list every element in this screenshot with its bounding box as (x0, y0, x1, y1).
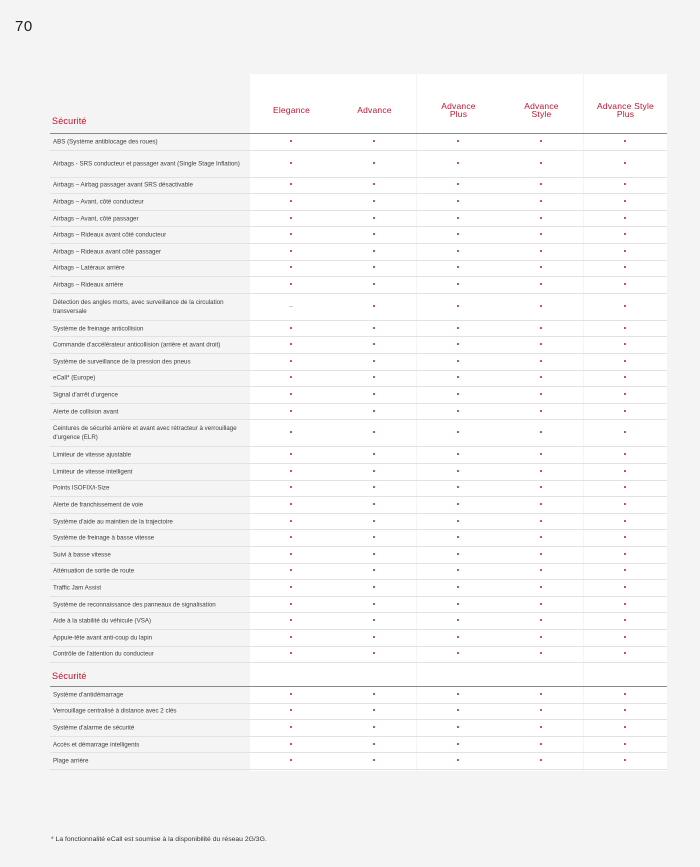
standard-dot: • (372, 650, 376, 658)
standard-dot: • (539, 248, 543, 256)
standard-dot: • (623, 138, 627, 146)
standard-dot: • (372, 281, 376, 289)
standard-dot: • (372, 484, 376, 492)
standard-dot: • (539, 138, 543, 146)
standard-dot: • (372, 691, 376, 699)
standard-dot: • (539, 584, 543, 592)
feature-label: Limiteur de vitesse ajustable (53, 451, 132, 459)
table-row (50, 294, 667, 321)
standard-dot: • (372, 248, 376, 256)
feature-label: Atténuation de sortie de route (53, 567, 135, 575)
table-row (50, 194, 667, 211)
standard-dot: • (372, 551, 376, 559)
feature-label: Suivi à basse vitesse (53, 551, 111, 559)
standard-dot: • (456, 451, 460, 459)
table-row (50, 647, 667, 664)
standard-dot: • (623, 358, 627, 366)
standard-dot: • (456, 215, 460, 223)
standard-dot: • (456, 374, 460, 382)
feature-label: Système d'alarme de sécurité (53, 724, 135, 732)
standard-dot: • (623, 757, 627, 765)
standard-dot: • (623, 264, 627, 272)
standard-dot: • (623, 484, 627, 492)
standard-dot: • (623, 281, 627, 289)
standard-dot: • (289, 181, 293, 189)
feature-label: Aide à la stabilité du véhicule (VSA) (53, 617, 152, 625)
standard-dot: • (456, 248, 460, 256)
table-row (50, 178, 667, 195)
standard-dot: • (289, 374, 293, 382)
standard-dot: • (289, 617, 293, 625)
standard-dot: • (289, 584, 293, 592)
standard-dot: • (289, 138, 293, 146)
standard-dot: • (372, 325, 376, 333)
standard-dot: • (456, 634, 460, 642)
standard-dot: • (289, 281, 293, 289)
standard-dot: • (289, 341, 293, 349)
feature-label: ABS (Système antiblocage des roues) (53, 138, 158, 146)
feature-label: Système de reconnaissance des panneaux de signalisation (53, 601, 216, 609)
feature-label: Ceintures de sécurité arrière et avant avec rétracteur à verrouillage d'urgence (ELR) (53, 425, 237, 442)
standard-dot: • (623, 707, 627, 715)
table-row (50, 704, 667, 721)
table-row (50, 720, 667, 737)
feature-label: Détection des angles morts, avec surveillance de la circulation transversale (53, 298, 224, 315)
standard-dot: • (456, 650, 460, 658)
standard-dot: • (372, 518, 376, 526)
standard-dot: • (623, 691, 627, 699)
standard-dot: • (372, 408, 376, 416)
standard-dot: • (289, 650, 293, 658)
standard-dot: • (623, 374, 627, 382)
table-row (50, 580, 667, 597)
standard-dot: • (539, 358, 543, 366)
standard-dot: • (623, 198, 627, 206)
standard-dot: • (456, 160, 460, 168)
standard-dot: • (372, 451, 376, 459)
table-row (50, 134, 667, 151)
standard-dot: • (623, 567, 627, 575)
table-row (50, 737, 667, 754)
standard-dot: • (456, 325, 460, 333)
standard-dot: • (539, 484, 543, 492)
feature-label: Airbags – Avant, côté conducteur (53, 198, 144, 206)
feature-label: Système de freinage à basse vitesse (53, 534, 155, 542)
standard-dot: • (456, 534, 460, 542)
standard-dot: • (456, 198, 460, 206)
feature-label: Limiteur de vitesse intelligent (53, 468, 133, 476)
table-row (50, 514, 667, 531)
standard-dot: • (539, 215, 543, 223)
standard-dot: • (623, 551, 627, 559)
standard-dot: • (539, 160, 543, 168)
standard-dot: • (623, 741, 627, 749)
feature-label: Système de surveillance de la pression des pneus (53, 358, 191, 366)
standard-dot: • (289, 757, 293, 765)
standard-dot: • (623, 617, 627, 625)
table-row (50, 597, 667, 614)
section-title: Sécurité (52, 116, 87, 126)
table-row (50, 337, 667, 354)
standard-dot: • (539, 691, 543, 699)
standard-dot: • (623, 248, 627, 256)
column-header: Elegance (272, 105, 311, 115)
feature-label: Airbags – Airbag passager avant SRS désactivable (53, 181, 193, 189)
standard-dot: • (372, 264, 376, 272)
standard-dot: • (623, 341, 627, 349)
standard-dot: • (539, 374, 543, 382)
feature-label: Système de freinage anticollision (53, 325, 144, 333)
feature-label: Contrôle de l'attention du conducteur (53, 650, 154, 658)
standard-dot: • (372, 341, 376, 349)
standard-dot: • (456, 584, 460, 592)
standard-dot: • (372, 617, 376, 625)
table-row (50, 420, 667, 447)
standard-dot: • (539, 617, 543, 625)
standard-dot: • (289, 248, 293, 256)
feature-label: Système d'aide au maintien de la trajectoire (53, 518, 173, 526)
standard-dot: • (372, 634, 376, 642)
feature-label: Commande d'accélérateur anticollision (arrière et avant droit) (53, 341, 221, 349)
table-row (50, 371, 667, 388)
standard-dot: • (539, 518, 543, 526)
standard-dot: • (539, 429, 543, 437)
standard-dot: • (539, 534, 543, 542)
standard-dot: • (289, 198, 293, 206)
standard-dot: • (539, 551, 543, 559)
standard-dot: • (372, 707, 376, 715)
standard-dot: • (289, 501, 293, 509)
feature-label: Points ISOFIX/i-Size (53, 484, 110, 492)
standard-dot: • (456, 501, 460, 509)
standard-dot: • (539, 650, 543, 658)
feature-label: Accès et démarrage intelligents (53, 741, 140, 749)
standard-dot: • (289, 358, 293, 366)
table-row (50, 564, 667, 581)
standard-dot: • (289, 468, 293, 476)
table-row (50, 151, 667, 178)
feature-label: Plage arrière (53, 757, 89, 765)
standard-dot: • (372, 501, 376, 509)
standard-dot: • (623, 724, 627, 732)
page-number: 70 (15, 18, 33, 35)
feature-label: Airbags – Rideaux avant côté conducteur (53, 231, 167, 239)
standard-dot: • (539, 391, 543, 399)
standard-dot: • (372, 374, 376, 382)
standard-dot: • (623, 160, 627, 168)
feature-label: Airbags – Rideaux avant côté passager (53, 248, 162, 256)
standard-dot: • (539, 757, 543, 765)
footnote: * La fonctionnalité eCall est soumise à la disponibilité du réseau 2G/3G. (51, 836, 267, 843)
standard-dot: • (623, 501, 627, 509)
standard-dot: • (289, 429, 293, 437)
table-row (50, 244, 667, 261)
table-row (50, 464, 667, 481)
table-row (50, 497, 667, 514)
standard-dot: • (372, 160, 376, 168)
standard-dot: • (539, 567, 543, 575)
not-available-dash: – (289, 303, 293, 311)
standard-dot: • (539, 231, 543, 239)
standard-dot: • (539, 724, 543, 732)
standard-dot: • (539, 601, 543, 609)
standard-dot: • (623, 215, 627, 223)
standard-dot: • (456, 518, 460, 526)
standard-dot: • (456, 181, 460, 189)
standard-dot: • (289, 391, 293, 399)
standard-dot: • (289, 264, 293, 272)
standard-dot: • (623, 429, 627, 437)
standard-dot: • (539, 451, 543, 459)
table-row (50, 277, 667, 294)
standard-dot: • (289, 160, 293, 168)
feature-label: Airbags – Rideaux arrière (53, 281, 124, 289)
standard-dot: • (372, 429, 376, 437)
standard-dot: • (456, 264, 460, 272)
standard-dot: • (456, 341, 460, 349)
standard-dot: • (623, 650, 627, 658)
standard-dot: • (372, 303, 376, 311)
standard-dot: • (456, 408, 460, 416)
standard-dot: • (289, 567, 293, 575)
standard-dot: • (539, 281, 543, 289)
standard-dot: • (372, 601, 376, 609)
standard-dot: • (289, 741, 293, 749)
feature-label: Alerte de franchissement de voie (53, 501, 144, 509)
column-header: Advance Plus (441, 101, 476, 119)
standard-dot: • (456, 484, 460, 492)
standard-dot: • (372, 584, 376, 592)
table-row (50, 447, 667, 464)
table-row (50, 227, 667, 244)
standard-dot: • (539, 634, 543, 642)
standard-dot: • (289, 601, 293, 609)
standard-dot: • (289, 451, 293, 459)
standard-dot: • (539, 501, 543, 509)
standard-dot: • (289, 691, 293, 699)
table-row (50, 613, 667, 630)
standard-dot: • (289, 707, 293, 715)
standard-dot: • (372, 757, 376, 765)
standard-dot: • (539, 181, 543, 189)
standard-dot: • (372, 138, 376, 146)
standard-dot: • (539, 198, 543, 206)
standard-dot: • (456, 724, 460, 732)
standard-dot: • (289, 325, 293, 333)
standard-dot: • (623, 534, 627, 542)
feature-label: Alerte de collision avant (53, 408, 119, 416)
feature-label: Airbags – Avant, côté passager (53, 215, 139, 223)
standard-dot: • (623, 634, 627, 642)
standard-dot: • (289, 215, 293, 223)
standard-dot: • (623, 181, 627, 189)
table-row (50, 630, 667, 647)
standard-dot: • (539, 341, 543, 349)
standard-dot: • (372, 181, 376, 189)
standard-dot: • (539, 741, 543, 749)
standard-dot: • (456, 231, 460, 239)
standard-dot: • (289, 484, 293, 492)
standard-dot: • (456, 468, 460, 476)
standard-dot: • (456, 617, 460, 625)
feature-label: Airbags – Latéraux arrière (53, 264, 125, 272)
standard-dot: • (372, 391, 376, 399)
standard-dot: • (372, 215, 376, 223)
standard-dot: • (539, 264, 543, 272)
feature-label: Appuie-tête avant anti-coup du lapin (53, 634, 153, 642)
table-row (50, 404, 667, 421)
standard-dot: • (372, 231, 376, 239)
standard-dot: • (456, 281, 460, 289)
standard-dot: • (456, 707, 460, 715)
table-row (50, 321, 667, 338)
feature-label: eCall* (Europe) (53, 374, 96, 382)
standard-dot: • (456, 757, 460, 765)
feature-label: Airbags - SRS conducteur et passager avant (Single Stage Inflation) (53, 160, 240, 168)
standard-dot: • (456, 138, 460, 146)
standard-dot: • (456, 551, 460, 559)
table-row (50, 753, 667, 770)
standard-dot: • (623, 451, 627, 459)
standard-dot: • (623, 601, 627, 609)
table-row (50, 481, 667, 498)
standard-dot: • (289, 724, 293, 732)
standard-dot: • (456, 391, 460, 399)
standard-dot: • (456, 358, 460, 366)
standard-dot: • (539, 468, 543, 476)
table-row (50, 354, 667, 371)
standard-dot: • (289, 534, 293, 542)
standard-dot: • (539, 303, 543, 311)
standard-dot: • (372, 534, 376, 542)
standard-dot: • (456, 601, 460, 609)
standard-dot: • (289, 408, 293, 416)
feature-label: Verrouillage centralisé à distance avec 2 clés (53, 707, 177, 715)
feature-label: Traffic Jam Assist (53, 584, 102, 592)
standard-dot: • (623, 584, 627, 592)
standard-dot: • (623, 468, 627, 476)
standard-dot: • (623, 303, 627, 311)
feature-label: Système d'antidémarrage (53, 691, 124, 699)
standard-dot: • (623, 408, 627, 416)
standard-dot: • (289, 518, 293, 526)
column-header: Advance Style Plus (597, 101, 654, 119)
standard-dot: • (372, 741, 376, 749)
table-row (50, 387, 667, 404)
section-title: Sécurité (52, 671, 87, 681)
standard-dot: • (372, 198, 376, 206)
standard-dot: • (623, 518, 627, 526)
standard-dot: • (623, 231, 627, 239)
table-row (50, 211, 667, 228)
standard-dot: • (539, 707, 543, 715)
standard-dot: • (289, 551, 293, 559)
table-row (50, 547, 667, 564)
standard-dot: • (539, 325, 543, 333)
table-row (50, 530, 667, 547)
column-header: Advance (357, 105, 392, 115)
standard-dot: • (289, 634, 293, 642)
standard-dot: • (372, 567, 376, 575)
feature-label: Signal d'arrêt d'urgence (53, 391, 118, 399)
standard-dot: • (372, 358, 376, 366)
standard-dot: • (456, 691, 460, 699)
standard-dot: • (623, 325, 627, 333)
standard-dot: • (456, 303, 460, 311)
table-row (50, 687, 667, 704)
standard-dot: • (539, 408, 543, 416)
standard-dot: • (456, 741, 460, 749)
standard-dot: • (289, 231, 293, 239)
standard-dot: • (372, 468, 376, 476)
column-header: Advance Style (524, 101, 559, 119)
standard-dot: • (456, 429, 460, 437)
table-row (50, 261, 667, 278)
standard-dot: • (456, 567, 460, 575)
standard-dot: • (623, 391, 627, 399)
standard-dot: • (372, 724, 376, 732)
